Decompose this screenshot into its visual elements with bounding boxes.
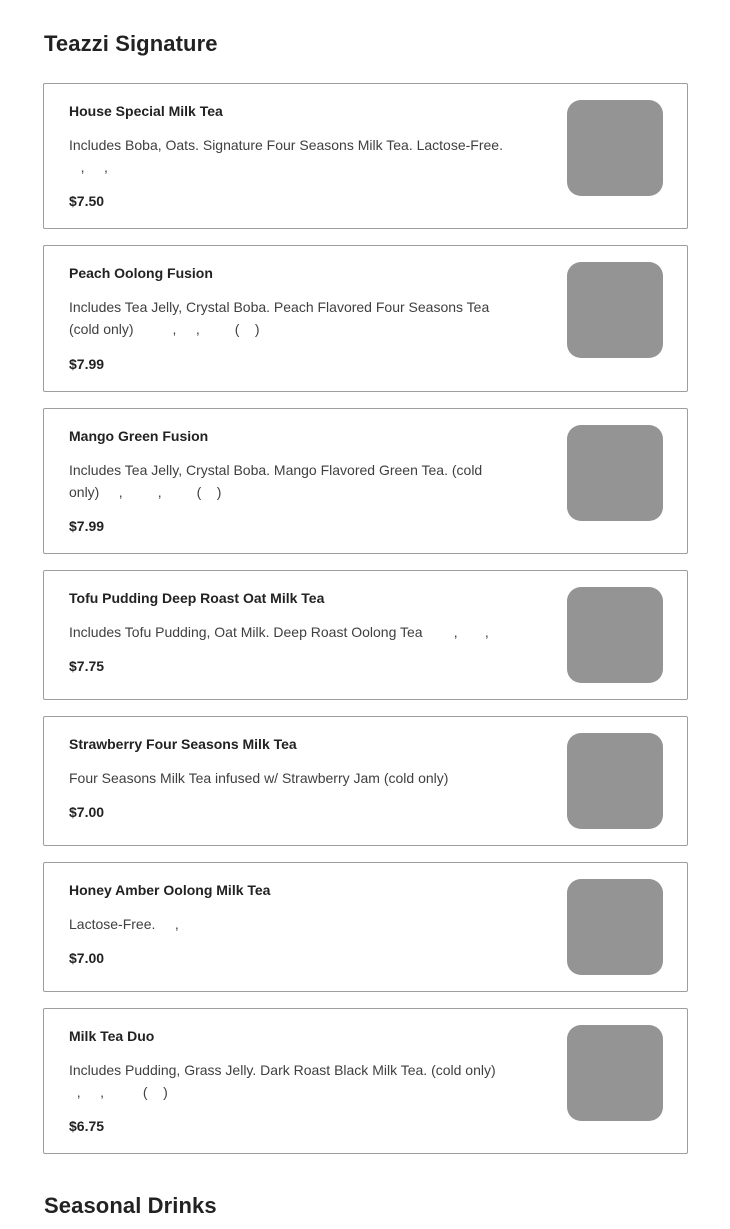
item-name: Tofu Pudding Deep Roast Oat Milk Tea	[69, 590, 325, 606]
item-description: Includes Tofu Pudding, Oat Milk. Deep Roast Oolong Tea , ,	[69, 624, 489, 640]
item-description: Includes Tea Jelly, Crystal Boba. Peach Flavored Four Seasons Tea (cold only) , , ( )	[69, 299, 490, 337]
item-price: $7.50	[69, 193, 105, 209]
item-price: $7.00	[69, 950, 105, 966]
menu-item-card[interactable]	[43, 408, 688, 554]
menu-item-card[interactable]	[43, 83, 688, 229]
menu-item-card[interactable]	[43, 245, 688, 392]
item-name: Honey Amber Oolong Milk Tea	[69, 882, 271, 898]
item-description: Includes Pudding, Grass Jelly. Dark Roast Black Milk Tea. (cold only) , , ( )	[69, 1062, 496, 1100]
item-name: Strawberry Four Seasons Milk Tea	[69, 736, 297, 752]
menu-item-card[interactable]	[43, 570, 688, 700]
item-price: $7.75	[69, 658, 105, 674]
item-image	[567, 100, 663, 196]
item-description: Four Seasons Milk Tea infused w/ Strawberry Jam (cold only)	[69, 770, 449, 786]
item-name: Milk Tea Duo	[69, 1028, 155, 1044]
item-image	[567, 262, 663, 358]
item-name: House Special Milk Tea	[69, 103, 223, 119]
item-image	[567, 587, 663, 683]
item-image	[567, 879, 663, 975]
item-description: Includes Tea Jelly, Crystal Boba. Mango Flavored Green Tea. (cold only) , , ( )	[69, 462, 483, 500]
item-price: $7.99	[69, 356, 105, 372]
item-description: Lactose-Free. ,	[69, 916, 179, 932]
item-price: $7.00	[69, 804, 105, 820]
item-image	[567, 425, 663, 521]
section-title-signature: Teazzi Signature	[44, 31, 218, 56]
menu-item-card[interactable]	[43, 716, 688, 846]
item-price: $7.99	[69, 518, 105, 534]
item-name: Mango Green Fusion	[69, 428, 209, 444]
item-name: Peach Oolong Fusion	[69, 265, 213, 281]
item-description: Includes Boba, Oats. Signature Four Seasons Milk Tea. Lactose-Free. , ,	[69, 137, 503, 175]
menu-item-card[interactable]	[43, 1008, 688, 1154]
item-image	[567, 733, 663, 829]
menu-item-card[interactable]	[43, 862, 688, 992]
item-price: $6.75	[69, 1118, 105, 1134]
item-image	[567, 1025, 663, 1121]
section-title-seasonal: Seasonal Drinks	[44, 1193, 217, 1218]
